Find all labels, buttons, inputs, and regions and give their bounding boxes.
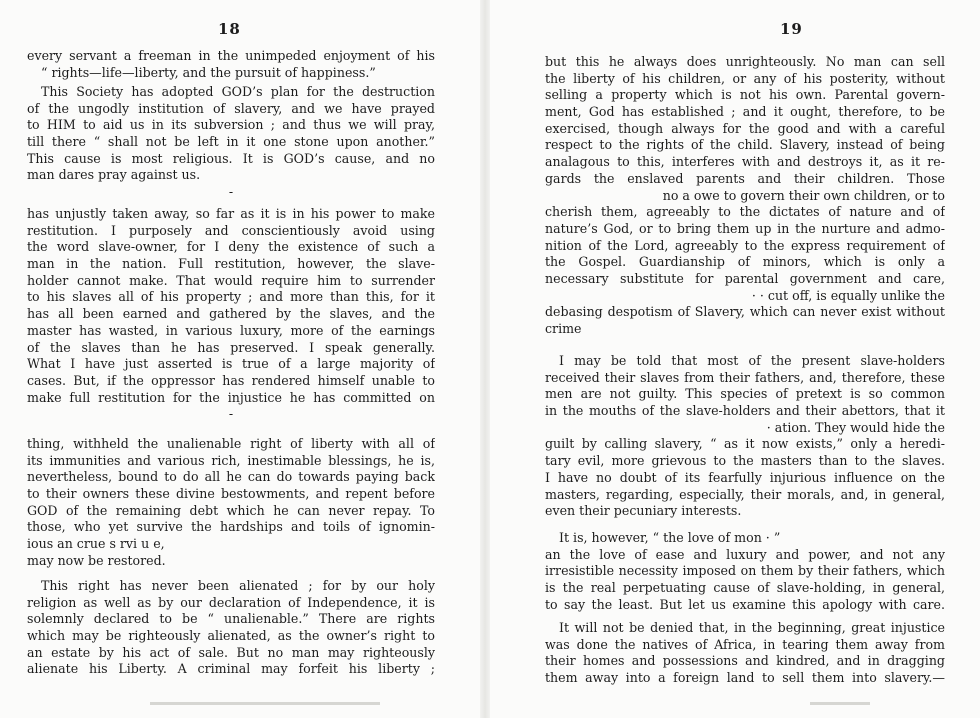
text-line: but this he always does unrighteously. No man can sell: [545, 54, 945, 69]
text-line: restitution. I purposely and conscientiously avoid using: [27, 222, 435, 238]
text-line: I may be told that most of the present slave-holders: [559, 353, 945, 368]
text-line: no a owe to govern their own children, or to: [662, 187, 945, 203]
text-line: irresistible necessity imposed on them by their fathers, which: [545, 563, 945, 579]
text-line: an the love of ease and luxury and power, and not any: [545, 546, 945, 562]
text-line: which may be righteously alienated, as the owner’s right to: [27, 628, 435, 644]
text-line: thing, withheld the unalienable right of liberty with all of: [27, 436, 435, 451]
text-line: to his slaves all of his property ; and more than this, for it: [27, 289, 435, 305]
text-line: This right has never been alienated ; for by our holy: [41, 578, 435, 593]
text-line: nature’s God, or to bring them up in the nurture and admo-: [545, 220, 945, 236]
text-line: masters, regarding, especially, their morals, and, in general,: [545, 486, 945, 502]
page-number: 18: [218, 20, 241, 38]
left-page: [0, 0, 480, 718]
text-line: nevertheless, bound to do all he can do towards paying back: [27, 469, 435, 485]
text-line: · ation. They would hide the: [766, 419, 945, 435]
text-line: It is, however, “ the love of mon · ”: [559, 530, 781, 545]
text-line: those, who yet survive the hardships and toils of ignomin-: [27, 519, 435, 535]
paragraph: [27, 84, 435, 201]
text-line: of the slaves than he has preserved. I speak generally.: [27, 339, 435, 355]
text-line: tary evil, more grievous to the masters than to the slaves.: [545, 453, 945, 469]
text-line: men are not guilty. This species of pretext is so common: [545, 386, 945, 402]
text-line: man dares pray against us.: [27, 167, 201, 183]
text-line: their homes and possessions and kindred, and in dragging: [545, 653, 945, 669]
text-line: ious an crue s rvi u e,: [27, 536, 165, 552]
text-line: nition of the Lord, agreeably to the express requirement of: [545, 237, 945, 253]
faint-bleed-mark: [150, 702, 380, 705]
text-line: -: [228, 184, 234, 200]
text-line: the liberty of his children, or any of his posterity, without: [545, 70, 945, 86]
text-line: to say the least. But let us examine this apology with care.: [545, 596, 945, 612]
paragraph: [27, 48, 435, 81]
text-line: its immunities and various rich, inestimable blessings, he is,: [27, 452, 435, 468]
text-line: is the real perpetuating cause of slave-holding, in general,: [545, 580, 945, 596]
paragraph: [27, 206, 435, 423]
text-line: gards the enslaved parents and their children. Those: [545, 170, 945, 186]
text-line: analagous to this, interferes with and destroys it, as it re-: [545, 154, 945, 170]
text-line: exercised, though always for the good and with a careful: [545, 120, 945, 136]
text-line: master has wasted, in various luxury, more of the earnings: [27, 322, 435, 338]
text-line: every servant a freeman in the unimpeded enjoyment of his: [27, 48, 435, 63]
text-line: This Society has adopted GOD’s plan for the destruction: [41, 84, 435, 99]
text-line: make full restitution for the injustice he has committed on: [27, 389, 435, 405]
text-line: What I have just asserted is true of a large majority of: [27, 356, 435, 372]
text-line: · · cut off, is equally unlike the: [751, 287, 945, 303]
paragraph: [545, 54, 945, 338]
text-line: till there “ shall not be left in it one stone upon another.”: [27, 134, 435, 150]
text-line: an estate by his act of sale. But no man may righteously: [27, 644, 435, 660]
text-line: selling a property which is not his own. Parental govern-: [545, 87, 945, 103]
paragraph: [545, 530, 945, 613]
paragraph: [545, 353, 945, 520]
text-line: crime: [545, 321, 582, 336]
text-line: has all been earned and gathered by the slaves, and the: [27, 306, 435, 322]
text-line: necessary substitute for parental government and care,: [545, 270, 945, 286]
text-line: It will not be denied that, in the beginning, great injustice: [559, 620, 945, 635]
text-line: I have no doubt of its fearfully injurious influence on the: [545, 469, 945, 485]
text-line: the Gospel. Guardianship of minors, which is only a: [545, 254, 945, 270]
paragraph: [27, 578, 435, 678]
book-gutter: [480, 0, 490, 718]
text-line: alienate his Liberty. A criminal may forfeit his liberty ;: [27, 661, 435, 677]
text-line: in the mouths of the slave-holders and their abettors, that it: [545, 403, 945, 419]
text-line: has unjustly taken away, so far as it is in his power to make: [27, 206, 435, 221]
text-line: to their owners these divine bestowments, and repent before: [27, 486, 435, 502]
text-line: This cause is most religious. It is GOD’s cause, and no: [27, 150, 435, 166]
text-line: received their slaves from their fathers, and, therefore, these: [545, 369, 945, 385]
text-line: was done the natives of Africa, in tearing them away from: [545, 636, 945, 652]
text-line: them away into a foreign land to sell them into slavery.—: [545, 670, 945, 686]
right-page: [490, 0, 980, 718]
text-line: debasing despotism of Slavery, which can never exist without: [545, 304, 945, 320]
text-line: the word slave-owner, for I deny the existence of such a: [27, 239, 435, 255]
page-number: 19: [780, 20, 803, 38]
text-line: to HIM to aid us in its subversion ; and thus we will pray,: [27, 117, 435, 133]
paragraph: [27, 436, 435, 570]
text-line: man in the nation. Full restitution, however, the slave-: [27, 256, 435, 272]
text-line: ment, God has established ; and it ought, therefore, to be: [545, 104, 945, 120]
text-line: cases. But, if the oppressor has rendered himself unable to: [27, 372, 435, 388]
text-line: holder cannot make. That would require him to surrender: [27, 272, 435, 288]
text-line: cherish them, agreeably to the dictates of nature and of: [545, 204, 945, 220]
paragraph: [545, 620, 945, 687]
text-line: respect to the rights of the child. Slavery, instead of being: [545, 137, 945, 153]
text-line: of the ungodly institution of slavery, and we have prayed: [27, 100, 435, 116]
text-line: -: [228, 406, 234, 422]
text-line: guilt by calling slavery, “ as it now exists,” only a heredi-: [545, 436, 945, 452]
faint-bleed-mark: [810, 702, 870, 705]
text-line: solemnly declared to be “ unalienable.” There are rights: [27, 611, 435, 627]
text-line: even their pecuniary interests.: [545, 503, 742, 519]
text-line: “ rights—life—liberty, and the pursuit of happiness.”: [41, 64, 376, 80]
text-line: GOD of the remaining debt which he can never repay. To: [27, 502, 435, 518]
text-line: religion as well as by our declaration of Independence, it is: [27, 594, 435, 610]
text-line: may now be restored.: [27, 552, 166, 568]
